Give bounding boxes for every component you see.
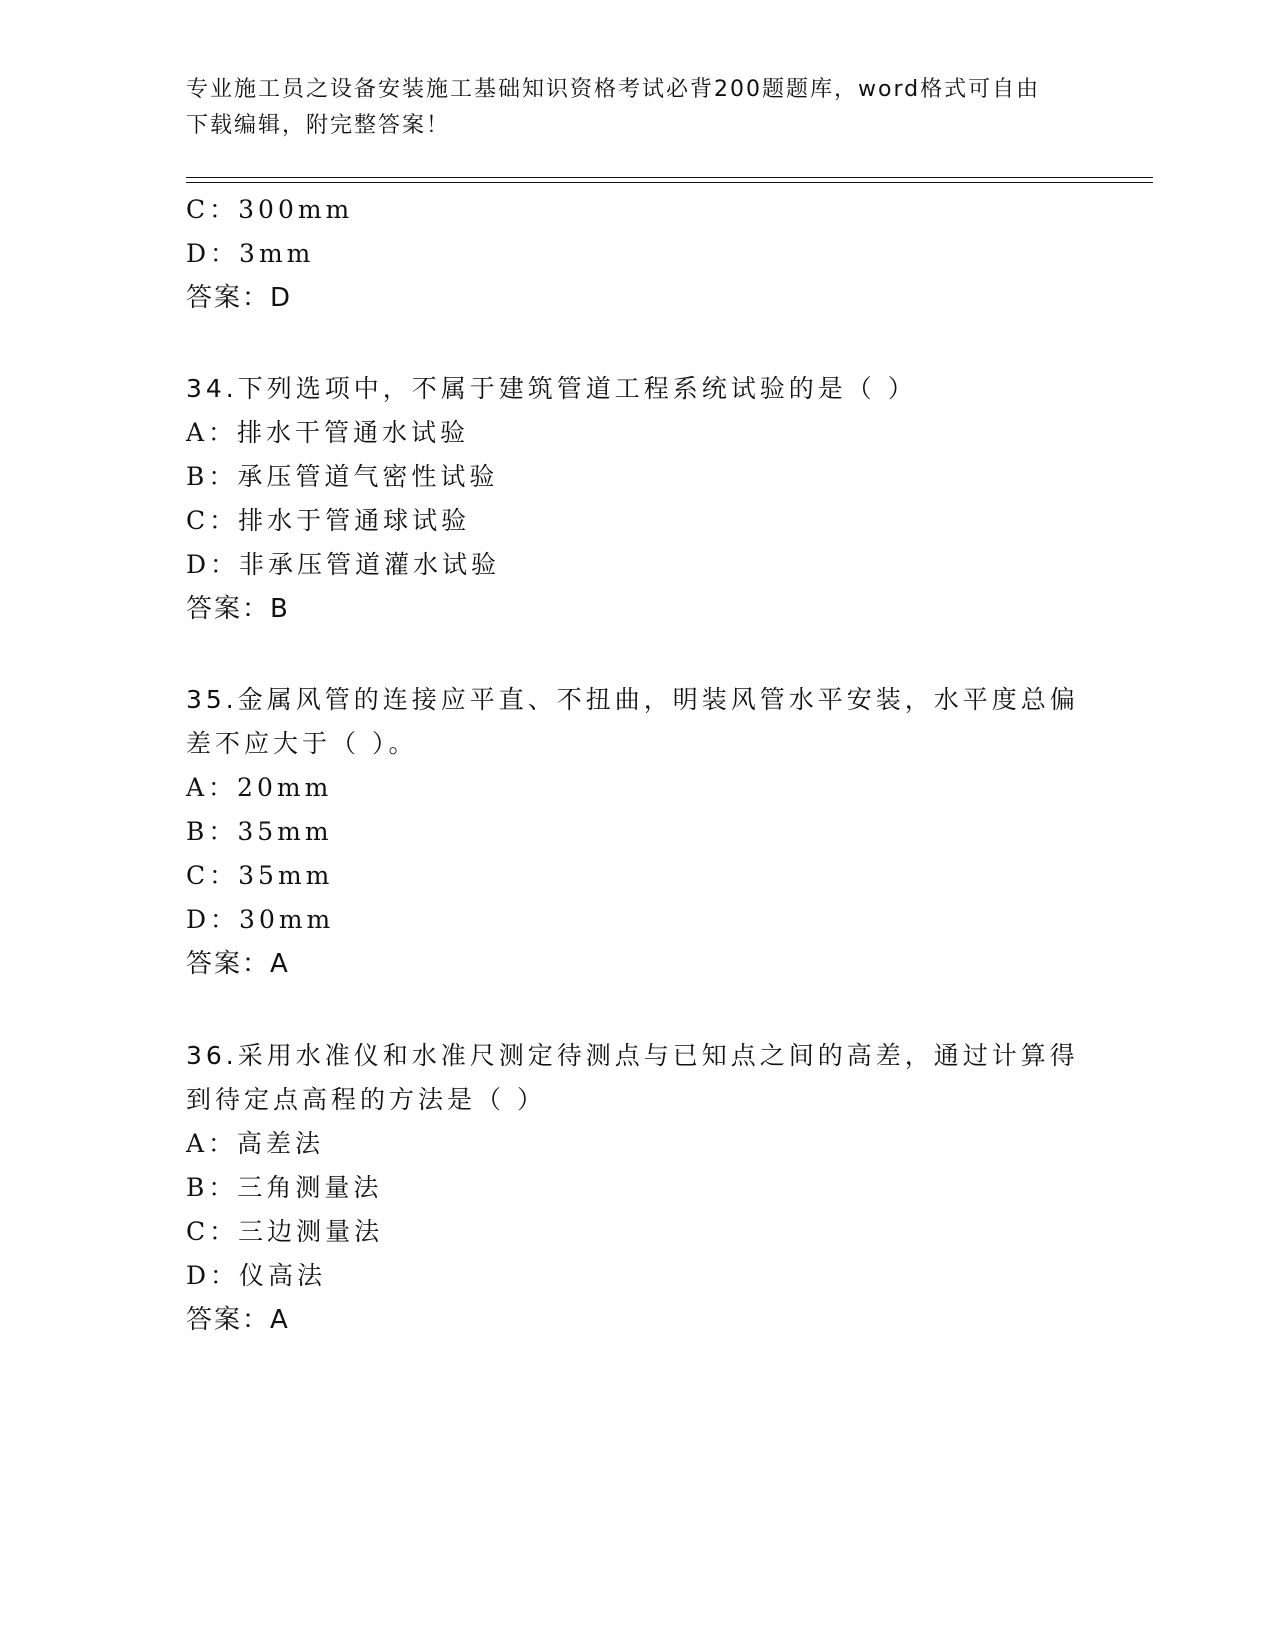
question-34-option-d: D：非承压管道灌水试验 — [186, 550, 501, 579]
question-34-answer: 答案：B — [186, 594, 290, 624]
question-36-option-a: A：高差法 — [186, 1129, 325, 1158]
question-35-text-line-2: 差不应大于（ ）。 — [186, 729, 418, 758]
question-36-text-line-2: 到待定点高程的方法是（ ） — [186, 1085, 546, 1114]
question-36-answer: 答案：A — [186, 1305, 290, 1335]
question-35-option-c: C：35mm — [186, 861, 334, 890]
question-36-text-line-1: 36.采用水准仪和水准尺测定待测点与已知点之间的高差，通过计算得 — [186, 1041, 1079, 1070]
prev-option-c: C：300mm — [186, 195, 354, 224]
question-35-option-d: D：30mm — [186, 905, 335, 934]
question-35-text-line-1: 35.金属风管的连接应平直、不扭曲，明装风管水平安装，水平度总偏 — [186, 685, 1079, 714]
header-divider-top — [186, 177, 1153, 178]
question-35-answer: 答案：A — [186, 949, 290, 979]
question-35-option-a: A：20mm — [186, 773, 333, 802]
question-36-option-d: D：仪高法 — [186, 1261, 327, 1290]
header-divider-bottom — [186, 182, 1153, 183]
header-line-1: 专业施工员之设备安装施工基础知识资格考试必背200题题库，word格式可自由 — [186, 77, 1041, 102]
question-34-option-c: C：排水于管通球试验 — [186, 506, 471, 535]
question-36-option-b: B：三角测量法 — [186, 1173, 383, 1202]
question-36-option-c: C：三边测量法 — [186, 1217, 384, 1246]
prev-answer: 答案：D — [186, 283, 293, 313]
question-34-option-a: A：排水干管通水试验 — [186, 418, 470, 447]
header-line-2: 下载编辑，附完整答案！ — [186, 113, 451, 138]
question-35-option-b: B：35mm — [186, 817, 333, 846]
prev-option-d: D：3mm — [186, 239, 315, 268]
question-34-text: 34.下列选项中，不属于建筑管道工程系统试验的是（ ） — [186, 374, 917, 403]
question-34-option-b: B：承压管道气密性试验 — [186, 462, 499, 491]
document-header — [186, 72, 1086, 144]
